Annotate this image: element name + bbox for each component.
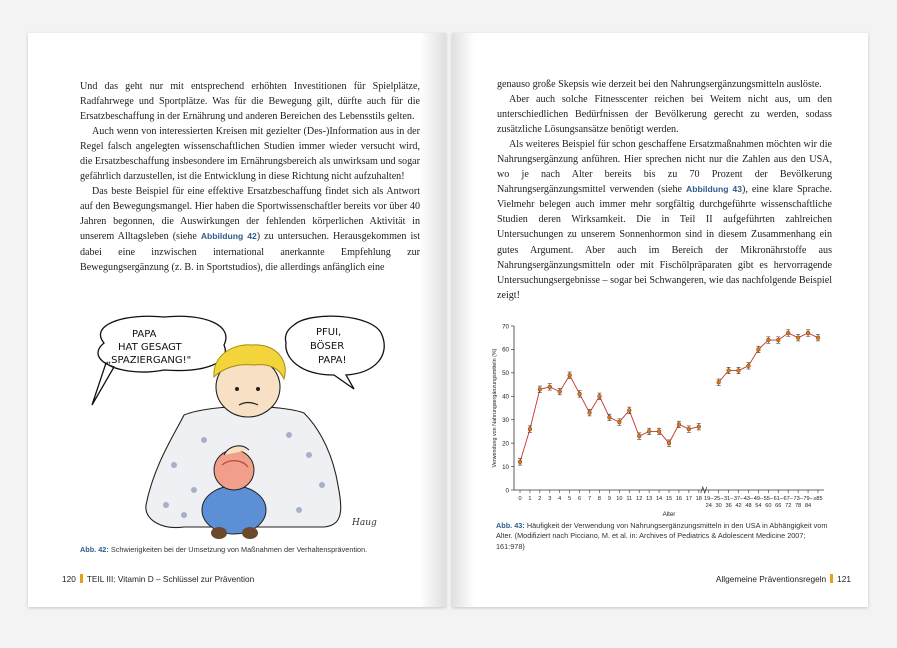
x-tick-label: 11 (626, 496, 633, 502)
x-tick-label: 13 (646, 496, 653, 502)
data-point (657, 430, 661, 434)
paragraph: Und das geht nur mit entsprechend erhöhten Investitionen für Spielplätze, Radfahrwege und Sportplätze. Was für die Bewegung gilt, dürfte auch für die Ersatzbeschaffung in der Ernährung und anderen Bereichen des Lebensstils gelten. (80, 81, 420, 123)
caption-label: Abb. 42: (80, 545, 109, 554)
line-chart (484, 318, 834, 518)
gutter-shadow (420, 33, 446, 607)
footer-divider (80, 574, 83, 583)
figure-reference-link[interactable]: Abbildung 43 (686, 184, 742, 195)
cartoon-illustration (84, 315, 394, 545)
y-tick-label: 30 (502, 417, 509, 425)
x-tick-label: 1 (528, 496, 532, 502)
x-tick-label: 25– (713, 496, 724, 502)
x-tick-label: 30 (715, 503, 722, 509)
data-point (717, 380, 721, 384)
x-tick-label: 4 (558, 496, 562, 502)
y-tick-label: 60 (502, 346, 509, 354)
data-point (558, 390, 562, 394)
data-point (757, 348, 761, 352)
x-tick-label: 17 (685, 496, 692, 502)
data-point (588, 411, 592, 415)
gutter-shadow (452, 33, 474, 607)
bubble-right-line: PFUI, (316, 327, 342, 338)
caption-text: Häufigkeit der Verwendung von Nahrungsergänzungsmitteln in den USA in Abhängigkeit vom Alter. (Modifiziert nach Picciano, M. et al. in: Archives of Pediatrics & Adolescent Medicine 2007; 161:978) (496, 521, 828, 551)
paragraph: Aber auch solche Fitnesscenter reichen bei Weitem nicht aus, um den unterschiedlichen Bedürfnissen der Bevölkerung gerecht zu werden, sodass zusätzliche Lösungsansätze benötigt werden. (497, 94, 832, 136)
right-body-text (497, 77, 832, 303)
data-point (667, 441, 671, 445)
left-body-text (80, 79, 420, 275)
data-point (647, 430, 651, 434)
data-point (747, 364, 751, 368)
data-point (776, 338, 780, 342)
data-point (598, 394, 602, 398)
data-point (568, 373, 572, 377)
x-tick-label: 19– (704, 496, 714, 502)
page-number: 121 (837, 574, 851, 584)
caption-text: Schwierigkeiten bei der Umsetzung von Maßnahmen der Verhaltensprävention. (110, 545, 368, 554)
bubble-left-line: PAPA (132, 329, 157, 340)
data-point (518, 460, 522, 464)
x-tick-label: 8 (597, 496, 602, 502)
x-tick-label: 43– (743, 496, 754, 502)
data-point (627, 408, 631, 412)
data-point (617, 420, 621, 424)
paragraph: Auch wenn von interessierten Kreisen mit gezielter (Des-)Information aus in der Regel falsch angelegten wissenschaftlichen Studien immer wieder versucht wird, die Ersatzbeschaffung insbesondere im Ernährungsbereich als unwirksam und sogar gefährlich darzustellen, ist die Entwicklung in diese Richtung nicht aufzuhalten! (80, 126, 420, 183)
x-tick-label: 10 (616, 496, 623, 502)
page-footer-left (62, 574, 254, 584)
figure-reference-link[interactable]: Abbildung 42 (200, 231, 257, 242)
data-point (816, 336, 820, 340)
running-footer: Allgemeine Präventionsregeln (715, 574, 827, 584)
x-tick-label: 73– (793, 496, 803, 502)
x-tick-label: 9 (607, 496, 611, 502)
x-tick-label: 60 (765, 503, 772, 509)
figure-caption-43 (496, 521, 831, 552)
caption-label: Abb. 43: (496, 521, 525, 530)
page-number: 120 (62, 574, 76, 584)
bubble-right-line: BÖSER (310, 341, 345, 352)
paragraph: Als weiteres Beispiel für schon geschaffene Ersatzmaßnahmen möchten wir die Nahrungsergänzung anführen. Hier sprechen nicht nur die Zahlen aus den USA, wo je nach Alter bereits bis zu 70 Prozent der Bevölkerung Nahrungsergänzungsmittel verwenden (siehe Abbildung 43), eine klare Sprache. Vielmehr belegen auch immer mehr sorgfältig durchgeführte wissenschaftliche Studien deren Wirksamkeit. Die in Teil II aufgeführten zahlreichen Untersuchungen zu unserem Sonnenhormon sind in diesem Zusammenhang ein gutes Argument. Aber auch im Bereich der Mikronährstoffe aus Nahrungsergänzungsmitteln oder mit Fischölpräparaten gibt es hervorragende Untersuchungsergebnisse – sogar bei Schwangeren, wie das nachfolgende Beispiel zeigt! (497, 139, 832, 301)
data-point (737, 369, 741, 373)
data-point (578, 392, 582, 396)
bubble-left-line: „SPAZIERGANG!" (106, 355, 192, 366)
data-point (548, 385, 552, 389)
footer-divider (830, 574, 833, 583)
x-tick-label: 42 (735, 503, 742, 509)
x-tick-label: 12 (636, 496, 643, 502)
bubble-right-line: PAPA! (318, 355, 347, 366)
x-tick-label: 84 (804, 503, 812, 509)
bubble-left-line: HAT GESAGT (118, 342, 182, 353)
x-tick-label: ≥85 (813, 496, 823, 502)
axis-break (701, 487, 707, 493)
x-tick-label: 6 (578, 496, 582, 502)
data-point (766, 338, 770, 342)
x-tick-label: 78 (795, 503, 802, 509)
data-point (687, 427, 691, 431)
data-point (637, 434, 641, 438)
x-tick-label: 18 (695, 496, 702, 502)
x-tick-label: 2 (538, 496, 542, 502)
x-tick-label: 0 (518, 496, 522, 502)
data-point (796, 336, 800, 340)
paragraph: Das beste Beispiel für eine effektive Ersatzbeschaffung findet sich als Antwort auf den Bewegungsmangel. Hier haben die Sportwissenschaftler bereits vor über 40 Jahren begonnen, die Auswirkungen der fehlenden körperlichen Aktivität in unserem Alltagsleben (siehe Abbildung 42) zu untersuchen. Herausgekommen ist dabei eine inzwischen international anerkannte Empfehlung zur Bewegungsergänzung (z. B. in Sportstudios), die allerdings anfänglich eine (80, 186, 421, 273)
x-tick-label: 3 (548, 496, 552, 502)
data-point (677, 423, 681, 427)
y-tick-label: 70 (502, 323, 509, 331)
y-axis-label: Verwendung von Nahrungsergänzungsmitteln (%) (492, 348, 498, 468)
y-tick-label: 40 (502, 393, 509, 401)
x-tick-label: 14 (655, 496, 663, 502)
x-tick-label: 55– (763, 496, 774, 502)
data-point (608, 415, 612, 419)
x-tick-label: 79– (803, 496, 813, 502)
data-point (538, 387, 542, 391)
x-tick-label: 15 (665, 496, 673, 502)
running-footer: TEIL III: Vitamin D – Schlüssel zur Prävention (86, 574, 255, 584)
artist-signature: Haug (352, 518, 377, 528)
data-point (697, 425, 701, 429)
x-tick-label: 24 (705, 503, 712, 509)
x-tick-label: 7 (587, 496, 592, 502)
data-point (528, 427, 532, 431)
data-point (727, 369, 731, 373)
y-tick-label: 0 (505, 487, 509, 495)
y-tick-label: 10 (502, 463, 509, 471)
figure-caption-42 (80, 545, 420, 555)
page-footer-right (716, 574, 851, 584)
paragraph: genauso große Skepsis wie derzeit bei den Nahrungsergänzungsmitteln auslöste. (497, 79, 822, 90)
x-tick-label: 48 (745, 503, 752, 509)
x-tick-label: 31– (723, 496, 734, 502)
data-point (806, 331, 810, 335)
x-axis-label: Alter (662, 511, 676, 518)
x-tick-label: 66 (775, 503, 782, 509)
x-tick-label: 37– (733, 496, 744, 502)
x-tick-label: 67– (783, 496, 793, 502)
x-tick-label: 49– (753, 496, 764, 502)
child-figure (202, 486, 266, 534)
x-tick-label: 36 (725, 503, 732, 509)
y-tick-label: 50 (502, 370, 509, 378)
data-point (786, 331, 790, 335)
x-tick-label: 5 (568, 496, 572, 502)
x-tick-label: 72 (785, 503, 792, 509)
x-tick-label: 54 (755, 503, 762, 509)
x-tick-label: 61– (773, 496, 783, 502)
y-tick-label: 20 (502, 440, 509, 448)
x-tick-label: 16 (675, 496, 683, 502)
